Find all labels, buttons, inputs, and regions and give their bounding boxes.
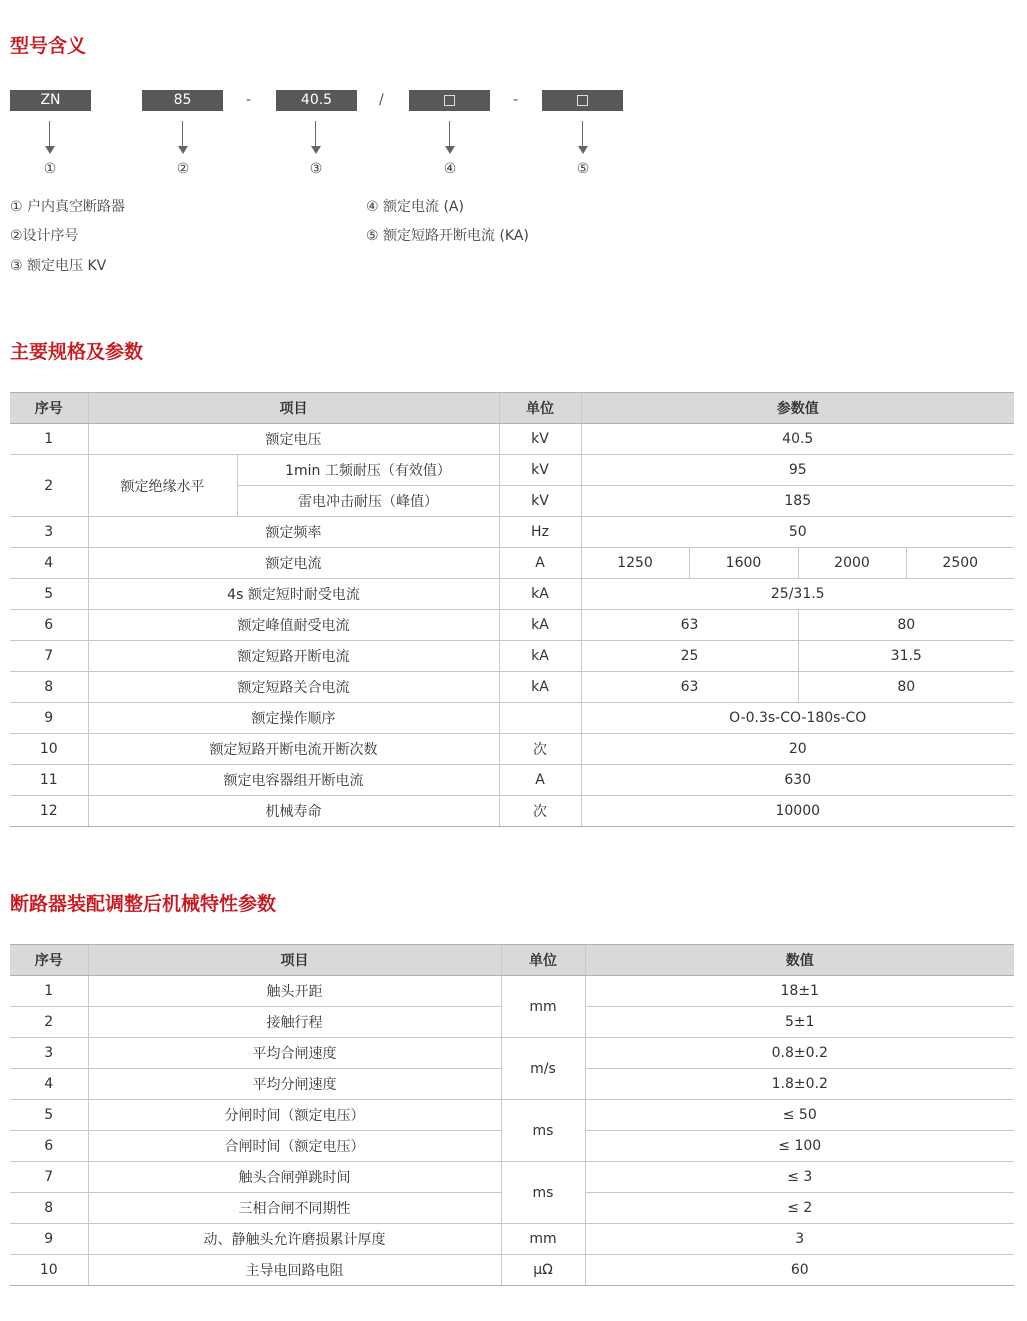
cell-unit: 次 [499, 796, 581, 827]
model-number-3: ③ [309, 161, 323, 177]
cell-value: 1600 [689, 548, 798, 579]
header-item: 项目 [88, 945, 501, 976]
arrow-down-icon [178, 121, 188, 155]
header-unit: 单位 [499, 393, 581, 424]
cell-value: ≤ 100 [585, 1131, 1014, 1162]
cell-no: 7 [10, 1162, 88, 1193]
mech-section-title: 断路器装配调整后机械特性参数 [10, 893, 277, 915]
table-row [10, 734, 1014, 765]
legend-item: ④ 额定电流 (A) [366, 199, 464, 215]
cell-value: 80 [798, 610, 1014, 641]
table-row [10, 765, 1014, 796]
cell-unit: kA [499, 579, 581, 610]
cell-no: 4 [10, 1069, 88, 1100]
cell-no: 2 [10, 1007, 88, 1038]
cell-unit: ms [501, 1100, 585, 1162]
cell-no: 12 [10, 796, 88, 827]
table-header-row [10, 945, 1014, 976]
cell-item: 额定频率 [88, 517, 499, 548]
legend-item: ③ 额定电压 KV [10, 258, 107, 274]
cell-value: 2000 [798, 548, 906, 579]
cell-unit: μΩ [501, 1255, 585, 1286]
cell-value: 95 [581, 455, 1014, 486]
cell-value: 185 [581, 486, 1014, 517]
model-number-1: ① [43, 161, 57, 177]
table-row [10, 1162, 1014, 1193]
cell-item: 接触行程 [88, 1007, 501, 1038]
cell-item: 额定绝缘水平 [88, 455, 237, 517]
cell-value: 3 [585, 1224, 1014, 1255]
cell-subitem: 1min 工频耐压（有效值） [237, 455, 499, 486]
cell-item: 额定短路开断电流开断次数 [88, 734, 499, 765]
cell-value: 0.8±0.2 [585, 1038, 1014, 1069]
cell-value: 25/31.5 [581, 579, 1014, 610]
cell-item: 平均合闸速度 [88, 1038, 501, 1069]
model-box-voltage: 40.5 [276, 90, 357, 111]
cell-item: 平均分闸速度 [88, 1069, 501, 1100]
header-no: 序号 [10, 393, 88, 424]
header-no: 序号 [10, 945, 88, 976]
spec-table [10, 392, 1014, 827]
cell-value: 80 [798, 672, 1014, 703]
cell-no: 4 [10, 548, 88, 579]
cell-item: 触头合闸弹跳时间 [88, 1162, 501, 1193]
cell-unit: mm [501, 1224, 585, 1255]
table-row [10, 703, 1014, 734]
arrow-down-icon [45, 121, 55, 155]
cell-value: 630 [581, 765, 1014, 796]
table-row [10, 517, 1014, 548]
cell-unit: A [499, 548, 581, 579]
cell-value: 40.5 [581, 424, 1014, 455]
cell-item: 合闸时间（额定电压） [88, 1131, 501, 1162]
cell-value: 5±1 [585, 1007, 1014, 1038]
cell-value: 63 [581, 672, 798, 703]
cell-item: 动、静触头允许磨损累计厚度 [88, 1224, 501, 1255]
cell-value: 1250 [581, 548, 689, 579]
header-value: 参数值 [581, 393, 1014, 424]
cell-value: 50 [581, 517, 1014, 548]
table-row [10, 548, 1014, 579]
mech-table [10, 944, 1014, 1286]
header-unit: 单位 [501, 945, 585, 976]
legend-item: ⑤ 额定短路开断电流 (KA) [366, 228, 529, 244]
cell-unit: kA [499, 672, 581, 703]
cell-item: 额定短路开断电流 [88, 641, 499, 672]
table-row [10, 424, 1014, 455]
cell-no: 11 [10, 765, 88, 796]
cell-subitem: 雷电冲击耐压（峰值） [237, 486, 499, 517]
cell-unit: kA [499, 641, 581, 672]
cell-item: 额定电压 [88, 424, 499, 455]
table-row [10, 641, 1014, 672]
header-value: 数值 [585, 945, 1014, 976]
cell-unit: kV [499, 455, 581, 486]
cell-unit: Hz [499, 517, 581, 548]
cell-no: 6 [10, 1131, 88, 1162]
cell-unit: kA [499, 610, 581, 641]
cell-no: 9 [10, 1224, 88, 1255]
cell-no: 5 [10, 1100, 88, 1131]
model-separator: / [379, 92, 384, 108]
table-row [10, 455, 1014, 486]
cell-no: 3 [10, 517, 88, 548]
model-number-4: ④ [443, 161, 457, 177]
table-row [10, 579, 1014, 610]
cell-no: 3 [10, 1038, 88, 1069]
table-row [10, 796, 1014, 827]
cell-no: 1 [10, 424, 88, 455]
cell-value: ≤ 50 [585, 1100, 1014, 1131]
cell-value: 2500 [906, 548, 1014, 579]
table-row [10, 672, 1014, 703]
cell-item: 额定操作顺序 [88, 703, 499, 734]
table-row [10, 610, 1014, 641]
table-row [10, 1255, 1014, 1286]
model-box-design: 85 [142, 90, 223, 111]
arrow-down-icon [578, 121, 588, 155]
table-row [10, 976, 1014, 1007]
table-header-row [10, 393, 1014, 424]
arrow-down-icon [445, 121, 455, 155]
model-box-current: □ [409, 90, 490, 111]
model-separator: - [246, 92, 252, 108]
table-row [10, 1038, 1014, 1069]
model-section-title: 型号含义 [10, 35, 87, 57]
legend-item: ① 户内真空断路器 [10, 199, 126, 215]
cell-unit: mm [501, 976, 585, 1038]
table-row [10, 1100, 1014, 1131]
spec-section-title: 主要规格及参数 [10, 341, 144, 363]
cell-no: 10 [10, 1255, 88, 1286]
cell-item: 额定短路关合电流 [88, 672, 499, 703]
cell-item: 机械寿命 [88, 796, 499, 827]
table-row [10, 1224, 1014, 1255]
header-item: 项目 [88, 393, 499, 424]
cell-value: ≤ 2 [585, 1193, 1014, 1224]
cell-item: 三相合闸不同期性 [88, 1193, 501, 1224]
cell-no: 1 [10, 976, 88, 1007]
cell-item: 额定电容器组开断电流 [88, 765, 499, 796]
cell-value: 1.8±0.2 [585, 1069, 1014, 1100]
cell-no: 7 [10, 641, 88, 672]
model-box-zn: ZN [10, 90, 91, 111]
cell-no: 6 [10, 610, 88, 641]
cell-unit: A [499, 765, 581, 796]
cell-item: 触头开距 [88, 976, 501, 1007]
cell-value: O-0.3s-CO-180s-CO [581, 703, 1014, 734]
cell-item: 分闸时间（额定电压） [88, 1100, 501, 1131]
cell-no: 2 [10, 455, 88, 517]
cell-no: 8 [10, 672, 88, 703]
cell-value: ≤ 3 [585, 1162, 1014, 1193]
cell-unit: kV [499, 486, 581, 517]
cell-value: 18±1 [585, 976, 1014, 1007]
cell-value: 10000 [581, 796, 1014, 827]
model-box-breaking: □ [542, 90, 623, 111]
cell-unit: ms [501, 1162, 585, 1224]
cell-unit: kV [499, 424, 581, 455]
cell-value: 25 [581, 641, 798, 672]
cell-no: 8 [10, 1193, 88, 1224]
cell-unit: 次 [499, 734, 581, 765]
cell-item: 额定峰值耐受电流 [88, 610, 499, 641]
model-number-5: ⑤ [576, 161, 590, 177]
cell-item: 4s 额定短时耐受电流 [88, 579, 499, 610]
cell-unit: m/s [501, 1038, 585, 1100]
cell-value: 20 [581, 734, 1014, 765]
cell-item: 额定电流 [88, 548, 499, 579]
arrow-down-icon [311, 121, 321, 155]
cell-value: 31.5 [798, 641, 1014, 672]
model-separator: - [513, 92, 519, 108]
cell-item: 主导电回路电阻 [88, 1255, 501, 1286]
cell-value: 60 [585, 1255, 1014, 1286]
cell-no: 9 [10, 703, 88, 734]
legend-item: ②设计序号 [10, 228, 79, 244]
cell-no: 5 [10, 579, 88, 610]
model-number-2: ② [176, 161, 190, 177]
cell-no: 10 [10, 734, 88, 765]
cell-value: 63 [581, 610, 798, 641]
cell-unit [499, 703, 581, 734]
